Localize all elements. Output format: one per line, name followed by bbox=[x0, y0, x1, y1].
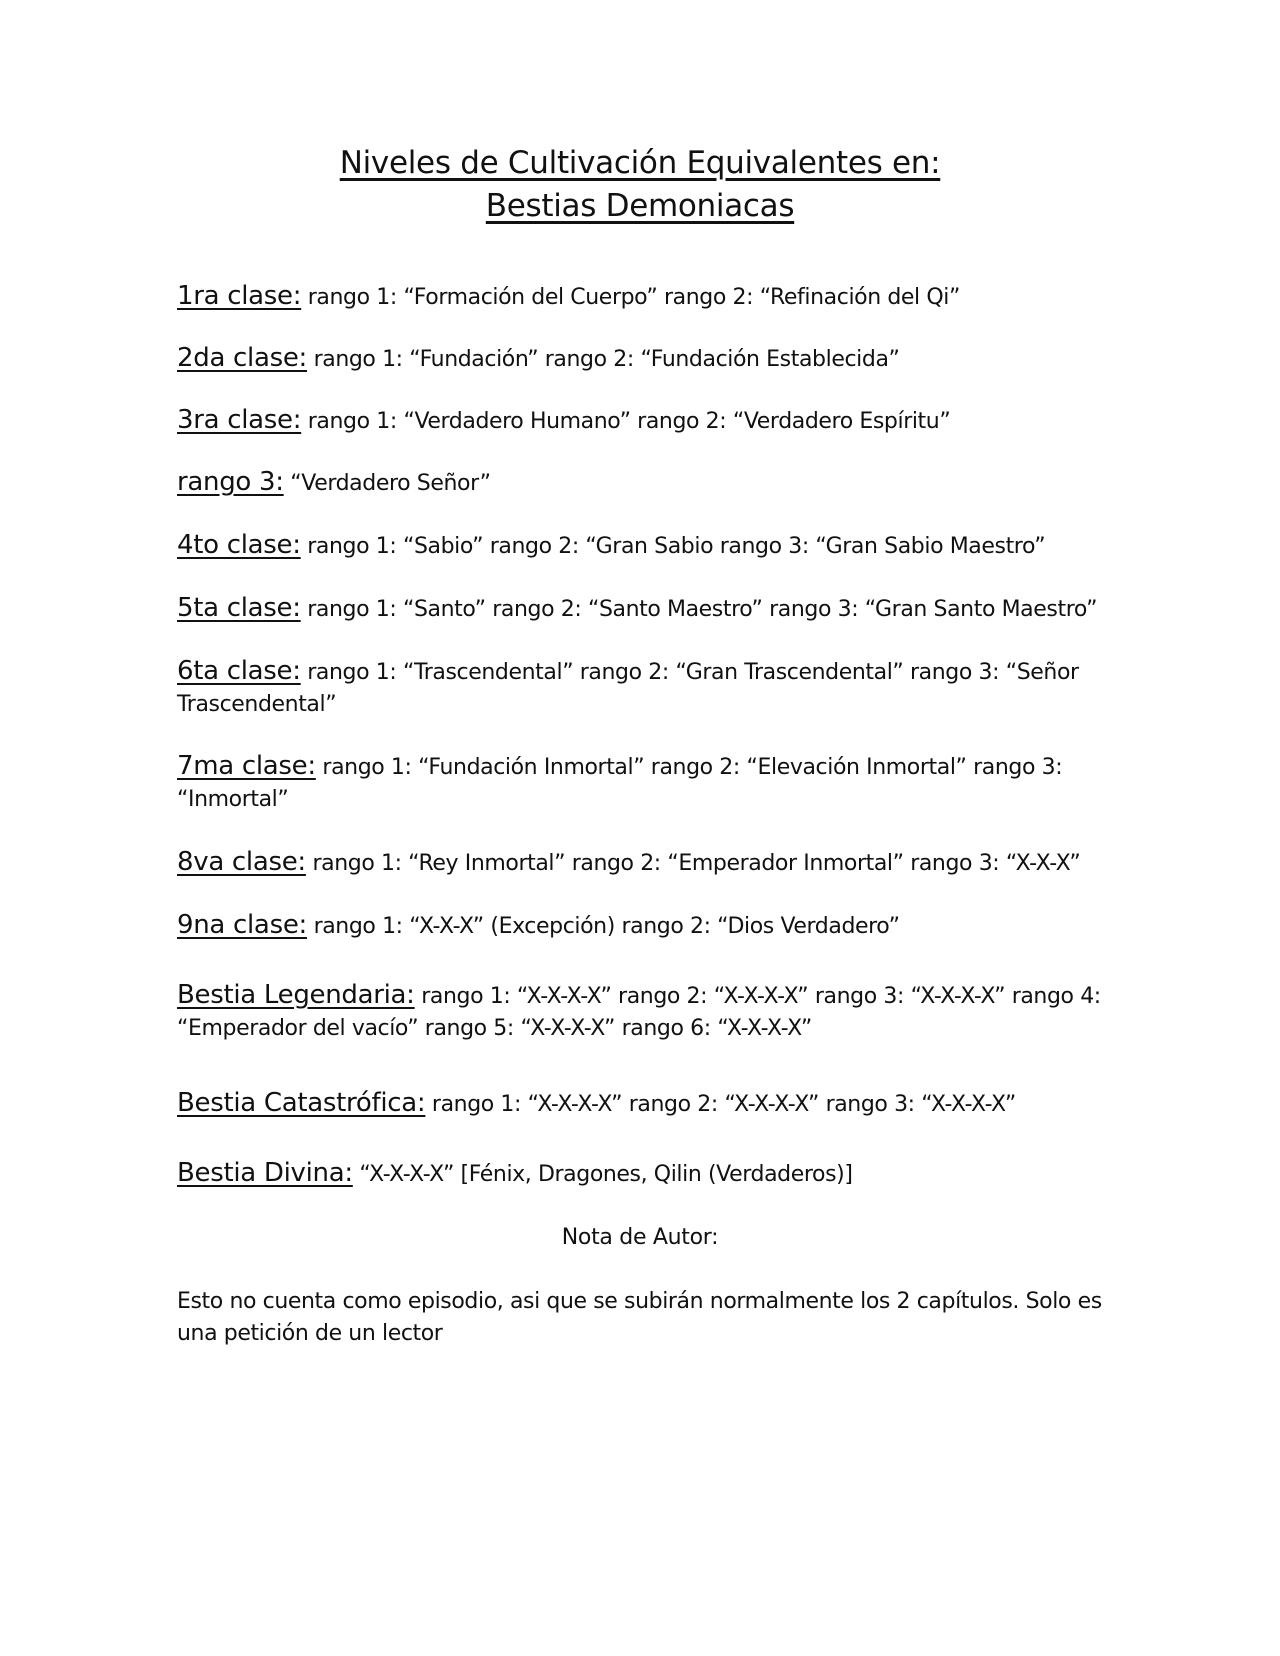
class-ranks: rango 1: “Fundación Inmortal” rango 2: “Elevación Inmortal” rango 3: “Inmortal” bbox=[177, 755, 1063, 812]
class-ranks: rango 1: “X-X-X-X” rango 2: “X-X-X-X” rango 3: “X-X-X-X” rango 4: “Emperador del vacío” rango 5: “X-X-X-X” rango 6: “X-X-X-X” bbox=[177, 984, 1101, 1041]
class-ranks: rango 1: “Rey Inmortal” rango 2: “Emperador Inmortal” rango 3: “X-X-X” bbox=[305, 851, 1081, 876]
document-title bbox=[0, 142, 1280, 228]
class-label: 4to clase: bbox=[177, 530, 301, 560]
class-entry-3 bbox=[177, 404, 1107, 438]
class-ranks: rango 1: “Verdadero Humano” rango 2: “Verdadero Espíritu” bbox=[301, 409, 951, 434]
class-label: 2da clase: bbox=[177, 343, 307, 373]
author-note-body: Esto no cuenta como episodio, asi que se subirán normalmente los 2 capítulos. Solo es una petición de un lector bbox=[177, 1289, 1102, 1346]
class-label: 6ta clase: bbox=[177, 656, 301, 686]
class-ranks: rango 1: “Sabio” rango 2: “Gran Sabio rango 3: “Gran Sabio Maestro” bbox=[300, 534, 1046, 559]
title-line-1: Niveles de Cultivación Equivalentes en: bbox=[339, 145, 941, 181]
class-entry-6 bbox=[177, 655, 1107, 721]
class-label: Bestia Legendaria: bbox=[177, 980, 415, 1010]
class-label: 5ta clase: bbox=[177, 593, 301, 623]
class-ranks: rango 1: “Fundación” rango 2: “Fundación Establecida” bbox=[307, 347, 900, 372]
class-entry-2 bbox=[177, 342, 1107, 376]
class-label: 8va clase: bbox=[177, 847, 306, 877]
author-note-heading: Nota de Autor: bbox=[561, 1225, 719, 1250]
class-label: 7ma clase: bbox=[177, 751, 316, 781]
class-entry-9 bbox=[177, 909, 1107, 943]
class-ranks: rango 1: “Formación del Cuerpo” rango 2: “Refinación del Qi” bbox=[301, 285, 960, 310]
class-ranks: rango 1: “X-X-X” (Excepción) rango 2: “Dios Verdadero” bbox=[306, 914, 900, 939]
class-label: Bestia Catastrófica: bbox=[177, 1088, 426, 1118]
class-entry-4 bbox=[177, 529, 1107, 563]
class-label: Bestia Divina: bbox=[177, 1158, 353, 1188]
class-ranks: “Verdadero Señor” bbox=[283, 471, 491, 496]
class-entry-catastrofica bbox=[177, 1087, 1107, 1121]
class-label: 9na clase: bbox=[177, 910, 307, 940]
class-ranks: rango 1: “X-X-X-X” rango 2: “X-X-X-X” rango 3: “X-X-X-X” bbox=[425, 1092, 1016, 1117]
class-entry-7 bbox=[177, 750, 1107, 816]
class-entry-1 bbox=[177, 280, 1107, 314]
class-entry-legendaria bbox=[177, 979, 1107, 1045]
class-entry-8 bbox=[177, 846, 1107, 880]
class-label: rango 3: bbox=[177, 467, 284, 497]
class-ranks: rango 1: “Trascendental” rango 2: “Gran Trascendental” rango 3: “Señor Trascendental” bbox=[177, 660, 1079, 717]
class-label: 1ra clase: bbox=[177, 281, 302, 311]
class-ranks: rango 1: “Santo” rango 2: “Santo Maestro” rango 3: “Gran Santo Maestro” bbox=[300, 597, 1098, 622]
class-entry-divina bbox=[177, 1157, 1107, 1191]
class-label: 3ra clase: bbox=[177, 405, 302, 435]
class-entry-3-rank-3 bbox=[177, 466, 1107, 500]
class-entry-5 bbox=[177, 592, 1107, 626]
class-ranks: “X-X-X-X” [Fénix, Dragones, Qilin (Verdaderos)] bbox=[352, 1162, 853, 1187]
title-line-2: Bestias Demoniacas bbox=[485, 188, 795, 224]
